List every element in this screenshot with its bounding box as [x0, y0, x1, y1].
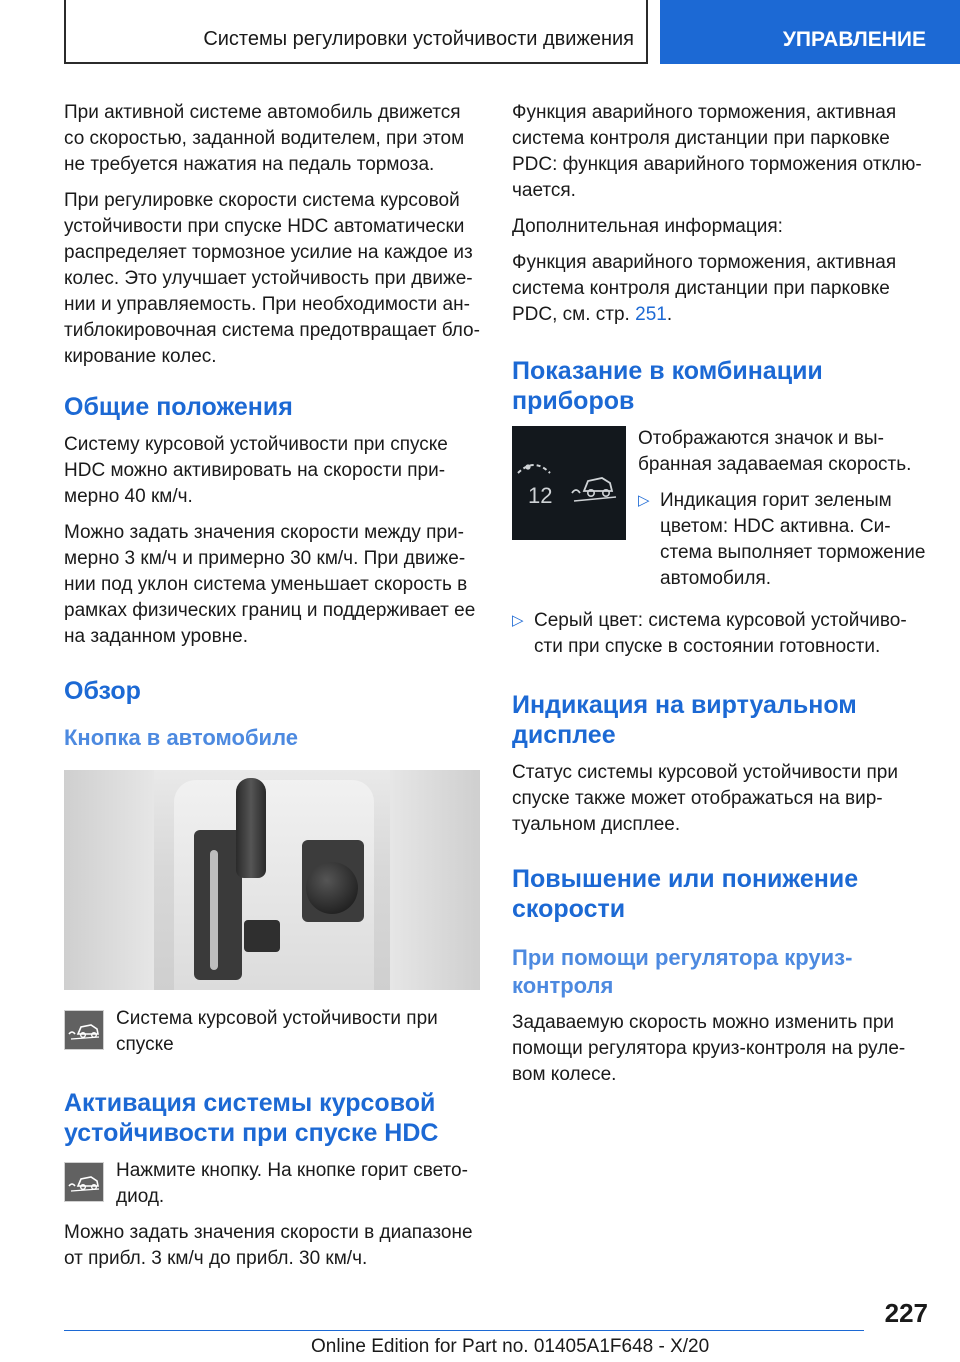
- chapter-title: Системы регулировки устойчивости движения: [203, 28, 634, 50]
- hdc-car-descent-icon: [64, 1162, 104, 1202]
- paragraph-end: .: [666, 304, 673, 325]
- edition-text: Online Edition for Part no. 01405A1F648 - X/20: [311, 1336, 710, 1357]
- paragraph: При регулировке скорости система курсовой устойчивости при спуске HDC автоматически распределяет тормозное усилие на каждое из колес. Это улучшает устойчивость при движении и управляемость. При необходимости антиблокировочная система предотвращает блокирование колес.: [64, 190, 480, 367]
- paragraph: Можно задать значения скорости между примерно 3 км/ч и примерно 30 км/ч. При движении под уклон система уменьшает скорость в рамках физических границ и поддерживает ее на заданном уровне.: [64, 522, 476, 647]
- cluster-speed: 12: [528, 483, 553, 508]
- hdc-car-descent-icon: [572, 478, 616, 501]
- paragraph: [512, 250, 928, 328]
- list-item: [638, 488, 928, 592]
- section-title: УПРАВЛЕНИЕ: [782, 28, 926, 51]
- header-section-tab: [660, 0, 960, 64]
- list-item: [512, 608, 928, 660]
- cluster-section: [512, 426, 928, 602]
- triangle-right-icon: ▷: [512, 612, 524, 629]
- footer-edition: [311, 1336, 709, 1358]
- paragraph: Статус системы курсовой устойчивости при спуске также может отображаться на виртуальном дисплее.: [512, 762, 898, 835]
- paragraph: Систему курсовой устойчивости при спуске HDC можно активировать на скорости примерно 40 км/ч.: [64, 434, 448, 507]
- header-chapter-box: [64, 0, 648, 64]
- heading-cruise-control: При помощи регулятора круиз-контроля: [512, 945, 853, 998]
- heading-virtual-display: Индикация на виртуальном дисплее: [512, 691, 857, 749]
- paragraph: Функция аварийного торможения, активная система контроля дистанции при парковке PDC: функция аварийного торможения отключается.: [512, 102, 922, 201]
- list-item-text: Серый цвет: система курсовой устойчивости при спуске в состоянии готовности.: [534, 610, 907, 657]
- paragraph: Дополнительная информация:: [512, 216, 783, 237]
- instrument-cluster-image: [512, 426, 626, 540]
- heading-general: Общие положения: [64, 393, 293, 421]
- page-reference-link[interactable]: 251: [635, 304, 667, 325]
- paragraph: Нажмите кнопку. На кнопке горит светодиод.: [116, 1160, 468, 1207]
- page-header: [0, 0, 960, 66]
- hdc-car-descent-icon: [64, 1010, 104, 1050]
- cluster-description: [638, 426, 928, 602]
- heading-overview: Обзор: [64, 677, 141, 705]
- icon-caption: Система курсовой устойчивости при спуске: [116, 1008, 438, 1055]
- activation-step: [64, 1158, 480, 1210]
- heading-cluster-display: Показание в комбинации приборов: [512, 357, 823, 415]
- paragraph: Отображаются значок и выбранная задаваемая скорость.: [638, 428, 912, 475]
- footer-divider: [64, 1330, 864, 1331]
- right-column: [512, 100, 928, 1098]
- triangle-right-icon: ▷: [638, 492, 650, 509]
- heading-speed-adjust: Повышение или понижение скорости: [512, 865, 859, 923]
- hdc-button-legend: [64, 1006, 480, 1058]
- paragraph: При активной системе автомобиль движется со скоростью, заданной водителем, при этом не требуется нажатия на педаль тормоза.: [64, 102, 465, 175]
- heading-activation: Активация системы курсовой устойчивости при спуске HDC: [64, 1089, 439, 1147]
- left-column: [64, 100, 480, 1282]
- center-console-photo: [64, 770, 480, 990]
- page-number: 227: [884, 1298, 928, 1328]
- list-item-text: Индикация горит зеленым цветом: HDC активна. Система выполняет торможение автомобиля.: [660, 490, 926, 589]
- heading-button-in-car: Кнопка в автомобиле: [64, 725, 298, 750]
- paragraph-text: Функция аварийного торможения, активная система контроля дистанции при парковке PDC, см. стр.: [512, 252, 897, 325]
- paragraph: Задаваемую скорость можно изменить при помощи регулятора круиз-контроля на рулевом колесе.: [512, 1012, 906, 1085]
- paragraph: Можно задать значения скорости в диапазоне от прибл. 3 км/ч до прибл. 30 км/ч.: [64, 1222, 473, 1269]
